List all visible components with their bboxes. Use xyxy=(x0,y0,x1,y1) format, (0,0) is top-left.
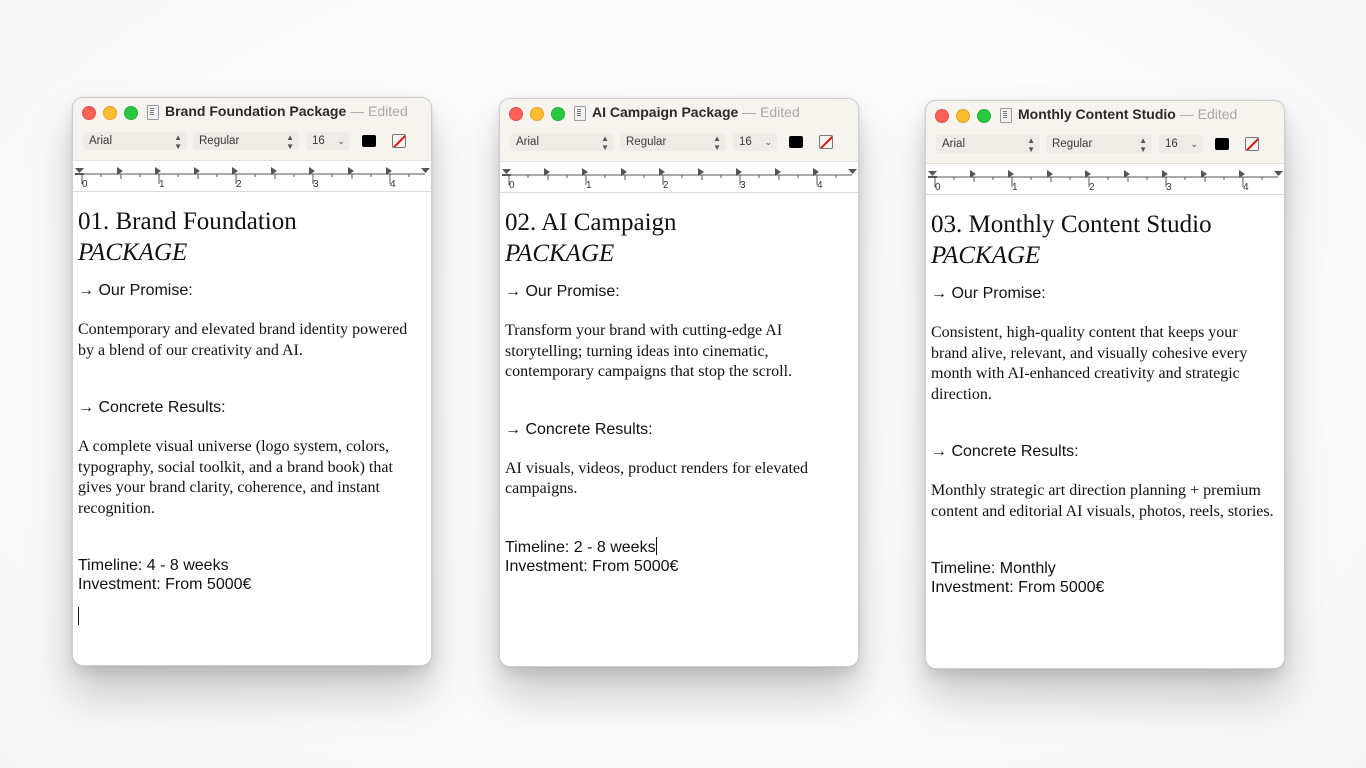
package-subheading: PACKAGE xyxy=(78,239,188,266)
select-arrows-icon: ▲ ▼ xyxy=(601,134,609,152)
promise-label: → Our Promise: xyxy=(505,283,620,300)
ruler-label-4: 4 xyxy=(817,180,823,191)
ruler-label-1: 1 xyxy=(586,180,592,191)
format-toolbar xyxy=(500,133,858,155)
chevron-down-icon: ⌄ xyxy=(1190,139,1198,149)
timeline-text: Timeline: 4 - 8 weeks xyxy=(78,557,229,574)
ruler-label-0: 0 xyxy=(935,182,941,193)
first-line-indent-marker xyxy=(75,168,84,173)
window-title: AI Campaign Package — Edited xyxy=(592,104,800,120)
select-arrows-icon: ▲ ▼ xyxy=(713,134,721,152)
window-title: Monthly Content Studio — Edited xyxy=(1018,106,1238,122)
no-background-color-icon[interactable] xyxy=(1245,137,1259,151)
select-arrows-icon: ▲ ▼ xyxy=(1027,136,1035,154)
zoom-icon[interactable] xyxy=(977,109,991,123)
font-family-select[interactable] xyxy=(510,133,614,151)
minimize-icon[interactable] xyxy=(530,107,544,121)
results-text: A complete visual universe (logo system, colors, typography, social toolkit, and a brand book) that gives your brand clarity, coherence, and instant recognition. xyxy=(78,438,393,517)
package-heading: 01. Brand Foundation xyxy=(78,208,297,235)
ruler-label-2: 2 xyxy=(236,179,242,190)
ruler-scale xyxy=(926,164,1284,194)
ruler-label-4: 4 xyxy=(1243,182,1249,193)
ruler-label-2: 2 xyxy=(663,180,669,191)
text-color-swatch[interactable] xyxy=(789,136,803,148)
chevron-down-icon: ⌄ xyxy=(337,136,345,146)
investment-text: Investment: From 5000€ xyxy=(78,576,252,593)
font-size-select[interactable] xyxy=(1159,135,1203,153)
font-style-value: Regular xyxy=(199,135,240,147)
close-icon[interactable] xyxy=(82,106,96,120)
ruler-label-4: 4 xyxy=(390,179,396,190)
format-toolbar xyxy=(73,132,431,154)
title-bar[interactable] xyxy=(500,99,858,127)
package-heading: 03. Monthly Content Studio xyxy=(931,211,1212,238)
right-indent-marker xyxy=(1274,171,1283,176)
timeline-text: Timeline: 2 - 8 weeks xyxy=(505,538,656,556)
package-heading: 02. AI Campaign xyxy=(505,209,677,236)
font-size-value: 16 xyxy=(1165,138,1178,150)
text-document-icon xyxy=(147,105,159,120)
minimize-icon[interactable] xyxy=(956,109,970,123)
results-label: → Concrete Results: xyxy=(931,443,1079,460)
right-indent-marker xyxy=(848,169,857,174)
ruler-label-3: 3 xyxy=(1166,182,1172,193)
window-chrome xyxy=(500,99,858,162)
close-icon[interactable] xyxy=(509,107,523,121)
ruler-label-1: 1 xyxy=(1012,182,1018,193)
timeline-text: Timeline: Monthly xyxy=(931,560,1056,577)
font-size-value: 16 xyxy=(739,136,752,148)
textedit-window-monthly-content-studio[interactable] xyxy=(925,100,1285,669)
investment-text: Investment: From 5000€ xyxy=(931,579,1105,596)
package-subheading: PACKAGE xyxy=(505,240,615,267)
edited-status: — Edited xyxy=(350,103,408,119)
ruler-label-2: 2 xyxy=(1089,182,1095,193)
text-caret xyxy=(78,607,79,625)
ruler-label-3: 3 xyxy=(313,179,319,190)
package-subheading: PACKAGE xyxy=(931,242,1041,269)
title-bar[interactable] xyxy=(73,98,431,126)
text-color-swatch[interactable] xyxy=(362,135,376,147)
font-style-select[interactable] xyxy=(1046,135,1152,153)
ruler[interactable] xyxy=(500,162,858,193)
promise-text: Contemporary and elevated brand identity powered by a blend of our creativity and AI. xyxy=(78,321,408,359)
promise-text: Consistent, high-quality content that keeps your brand alive, relevant, and visually cohesive every month with AI-enhanced creativity and strategic direction. xyxy=(931,324,1248,403)
font-family-select[interactable] xyxy=(83,132,187,150)
textedit-window-ai-campaign[interactable] xyxy=(499,98,859,667)
font-style-select[interactable] xyxy=(620,133,726,151)
first-line-indent-marker xyxy=(928,171,937,176)
close-icon[interactable] xyxy=(935,109,949,123)
select-arrows-icon: ▲ ▼ xyxy=(1139,136,1147,154)
format-toolbar xyxy=(926,135,1284,157)
font-size-value: 16 xyxy=(312,135,325,147)
edited-status: — Edited xyxy=(1179,106,1238,122)
results-label: → Concrete Results: xyxy=(78,399,226,416)
document-body[interactable] xyxy=(500,193,858,576)
text-document-icon xyxy=(1000,108,1012,123)
text-caret xyxy=(656,537,657,555)
select-arrows-icon: ▲ ▼ xyxy=(286,133,294,151)
results-label: → Concrete Results: xyxy=(505,420,653,438)
window-chrome xyxy=(926,101,1284,164)
promise-label: → Our Promise: xyxy=(78,282,193,299)
timeline-line xyxy=(505,537,852,557)
promise-label: → Our Promise: xyxy=(931,285,1046,302)
text-cursor-line xyxy=(78,607,425,627)
title-bar[interactable] xyxy=(926,101,1284,129)
left-indent-marker xyxy=(502,174,511,176)
text-color-swatch[interactable] xyxy=(1215,138,1229,150)
font-size-select[interactable] xyxy=(306,132,350,150)
textedit-window-brand-foundation[interactable] xyxy=(72,97,432,666)
window-chrome xyxy=(73,98,431,161)
no-background-color-icon[interactable] xyxy=(819,135,833,149)
left-indent-marker xyxy=(75,173,84,175)
ruler[interactable] xyxy=(926,164,1284,195)
chevron-down-icon: ⌄ xyxy=(764,137,772,147)
results-text: Monthly strategic art direction planning + premium content and editorial AI visuals, photos, reels, stories. xyxy=(931,482,1274,520)
results-text: AI visuals, videos, product renders for elevated campaigns. xyxy=(505,459,809,497)
ruler-label-0: 0 xyxy=(82,179,88,190)
ruler-scale xyxy=(73,161,431,191)
ruler-label-3: 3 xyxy=(740,180,746,191)
left-indent-marker xyxy=(928,176,937,178)
window-title: Brand Foundation Package — Edited xyxy=(165,103,408,119)
first-line-indent-marker xyxy=(502,169,511,174)
no-background-color-icon[interactable] xyxy=(392,134,406,148)
promise-text: Transform your brand with cutting-edge AI storytelling; turning ideas into cinematic, contemporary campaigns that stop the scroll. xyxy=(505,322,793,380)
ruler[interactable] xyxy=(73,161,431,192)
minimize-icon[interactable] xyxy=(103,106,117,120)
zoom-icon[interactable] xyxy=(124,106,138,120)
document-body[interactable] xyxy=(73,192,431,627)
font-size-select[interactable] xyxy=(733,133,777,151)
document-body[interactable] xyxy=(926,195,1284,597)
font-family-value: Arial xyxy=(942,138,966,150)
right-indent-marker xyxy=(421,168,430,173)
text-document-icon xyxy=(574,106,586,121)
select-arrows-icon: ▲ ▼ xyxy=(174,133,182,151)
font-family-select[interactable] xyxy=(936,135,1040,153)
font-style-value: Regular xyxy=(626,136,667,148)
font-style-value: Regular xyxy=(1052,138,1093,150)
zoom-icon[interactable] xyxy=(551,107,565,121)
font-style-select[interactable] xyxy=(193,132,299,150)
edited-status: — Edited xyxy=(742,104,800,120)
ruler-label-1: 1 xyxy=(159,179,165,190)
ruler-label-0: 0 xyxy=(509,180,515,191)
font-family-value: Arial xyxy=(516,136,540,148)
font-family-value: Arial xyxy=(89,135,113,147)
investment-text: Investment: From 5000€ xyxy=(505,557,679,575)
ruler-scale xyxy=(500,162,858,192)
